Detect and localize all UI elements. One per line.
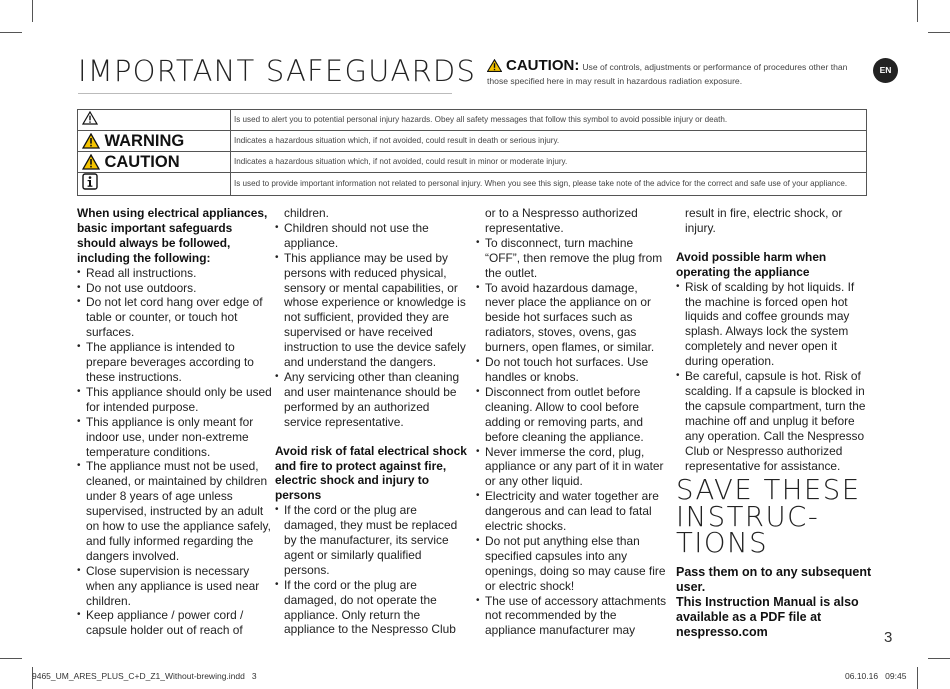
continuation-text: or to a Nespresso authorized representative. bbox=[485, 206, 638, 235]
list-item: • Keep appliance / power cord / capsule holder out of reach of bbox=[77, 608, 272, 638]
list-item: • Any servicing other than cleaning and user maintenance should be performed by an authorized service representative. bbox=[275, 370, 469, 430]
crop-mark bbox=[32, 0, 33, 22]
crop-mark bbox=[917, 667, 918, 689]
legend-description: Is used to provide important information not related to personal injury. When you see this sign, please take note of the advice for the correct and safe use of your appliance. bbox=[231, 173, 867, 196]
column-4 bbox=[676, 206, 872, 640]
column-2 bbox=[275, 206, 469, 637]
safeguard-list bbox=[77, 266, 272, 639]
warning-label: WARNING bbox=[104, 131, 185, 150]
crop-mark bbox=[0, 658, 22, 659]
continuation-text: result in fire, electric shock, or injury. bbox=[685, 206, 843, 235]
list-item: • Do not touch hot surfaces. Use handles or knobs. bbox=[476, 355, 670, 385]
warning-triangle-icon bbox=[82, 132, 100, 149]
info-icon bbox=[82, 177, 98, 194]
section-heading: When using electrical appliances, basic important safeguards should always be followed, including the following: bbox=[77, 206, 268, 265]
crop-mark bbox=[928, 658, 950, 659]
list-item: • To avoid hazardous damage, never place the appliance on or beside hot surfaces such as radiators, stoves, ovens, gas burners, open flames, or similar. bbox=[476, 281, 670, 356]
safeguard-list bbox=[676, 280, 872, 474]
spacer bbox=[275, 430, 469, 444]
legend-row bbox=[78, 131, 867, 152]
list-item: • Never immerse the cord, plug, appliance or any part of it in water or any other liquid. bbox=[476, 445, 670, 490]
legend-row bbox=[78, 152, 867, 173]
section-heading: Avoid possible harm when operating the appliance bbox=[676, 249, 827, 279]
title-divider bbox=[78, 93, 452, 94]
page-title: IMPORTANT SAFEGUARDS bbox=[78, 54, 477, 88]
list-item: • Children should not use the appliance. bbox=[275, 221, 469, 251]
safeguard-list bbox=[476, 236, 670, 638]
spacer bbox=[676, 236, 872, 250]
footer-filename: 9465_UM_ARES_PLUS_C+D_Z1_Without-brewing.indd 3 bbox=[32, 671, 257, 681]
list-item: • Be careful, capsule is hot. Risk of scalding. If a capsule is blocked in the capsule compartment, turn the machine off and unplug it before any operation. Call the Nespresso Club or Nespresso authorized representative for assistance. bbox=[676, 369, 872, 473]
list-item: • If the cord or the plug are damaged, do not operate the appliance. Only return the appliance to the Nespresso Club bbox=[275, 578, 469, 638]
caution-label: CAUTION: bbox=[506, 57, 580, 74]
list-item: • This appliance is only meant for indoor use, under non-extreme temperature conditions. bbox=[77, 415, 272, 460]
list-item: • The use of accessory attachments not recommended by the appliance manufacturer may bbox=[476, 594, 670, 639]
continuation-text: children. bbox=[284, 206, 329, 220]
save-instructions-title bbox=[676, 474, 872, 560]
list-item: • Electricity and water together are dangerous and can lead to fatal electric shocks. bbox=[476, 489, 670, 534]
pass-on-note: Pass them on to any subsequent user. bbox=[676, 564, 872, 594]
legend-symbol bbox=[78, 131, 231, 152]
legend-row bbox=[78, 110, 867, 131]
column-1 bbox=[77, 206, 272, 638]
caution-notice bbox=[487, 59, 857, 87]
list-item: • Read all instructions. bbox=[77, 266, 272, 281]
legend-description: Indicates a hazardous situation which, if not avoided, could result in minor or moderate injury. bbox=[231, 152, 867, 173]
legend-symbol bbox=[78, 152, 231, 173]
pdf-availability-note: This Instruction Manual is also available as a PDF file at nespresso.com bbox=[676, 594, 859, 639]
caution-text: Use of controls, adjustments or performance of procedures other than those specified here in may result in hazardous radiation exposure. bbox=[487, 62, 848, 86]
column-3 bbox=[476, 206, 670, 638]
legend-description: Is used to alert you to potential personal injury hazards. Obey all safety messages that follow this symbol to avoid possible injury or death. bbox=[231, 110, 867, 131]
crop-mark bbox=[928, 32, 950, 33]
caution-label: CAUTION bbox=[104, 152, 180, 171]
safeguard-list bbox=[275, 503, 469, 637]
list-item: • This appliance should only be used for intended purpose. bbox=[77, 385, 272, 415]
list-item: • If the cord or the plug are damaged, they must be replaced by the manufacturer, its service agent or similarly qualified persons. bbox=[275, 503, 469, 578]
list-item: • Do not put anything else than specified capsules into any openings, doing so may cause fire or electric shock! bbox=[476, 534, 670, 594]
warning-triangle-icon bbox=[82, 153, 100, 170]
save-title-line: SAVE THESE bbox=[676, 474, 861, 507]
list-item: • Do not use outdoors. bbox=[77, 281, 272, 296]
legend-symbol bbox=[78, 173, 231, 196]
list-item: • The appliance is intended to prepare beverages according to these instructions. bbox=[77, 340, 272, 385]
list-item: • Close supervision is necessary when any appliance is used near children. bbox=[77, 564, 272, 609]
list-item: • The appliance must not be used, cleaned, or maintained by children under 8 years of age unless supervised, instructed by an adult on how to use the appliance safely, and fully informed regarding the dangers involved. bbox=[77, 459, 272, 563]
legend-row bbox=[78, 173, 867, 196]
crop-mark bbox=[0, 32, 22, 33]
crop-mark bbox=[917, 0, 918, 22]
save-title-line: INSTRUC- bbox=[676, 500, 820, 533]
language-badge: EN bbox=[873, 58, 898, 83]
list-item: • Risk of scalding by hot liquids. If the machine is forced open hot liquids and coffee grounds may splash. Always lock the system completely and never open it during operation. bbox=[676, 280, 872, 369]
safety-symbol-legend bbox=[77, 109, 867, 196]
warning-triangle-icon bbox=[487, 59, 502, 76]
list-item: • To disconnect, turn machine “OFF”, then remove the plug from the outlet. bbox=[476, 236, 670, 281]
footer-timestamp: 06.10.16 09:45 bbox=[845, 671, 907, 681]
page-number: 3 bbox=[884, 629, 893, 646]
safeguard-list bbox=[275, 221, 469, 430]
list-item: • Disconnect from outlet before cleaning. Allow to cool before adding or removing parts, and before cleaning the appliance. bbox=[476, 385, 670, 445]
list-item: • This appliance may be used by persons with reduced physical, sensory or mental capabilities, or whose experience or knowledge is not sufficient, provided they are supervised or have received instruction to use the device safely and understand the dangers. bbox=[275, 251, 469, 370]
section-heading: Avoid risk of fatal electrical shock and fire to protect against fire, electric shock and injury to persons bbox=[275, 443, 467, 503]
alert-triangle-icon bbox=[82, 112, 98, 129]
legend-description: Indicates a hazardous situation which, if not avoided, could result in death or serious injury. bbox=[231, 131, 867, 152]
legend-symbol bbox=[78, 110, 231, 131]
list-item: • Do not let cord hang over edge of table or counter, or touch hot surfaces. bbox=[77, 295, 272, 340]
save-title-line: TIONS bbox=[676, 527, 769, 560]
